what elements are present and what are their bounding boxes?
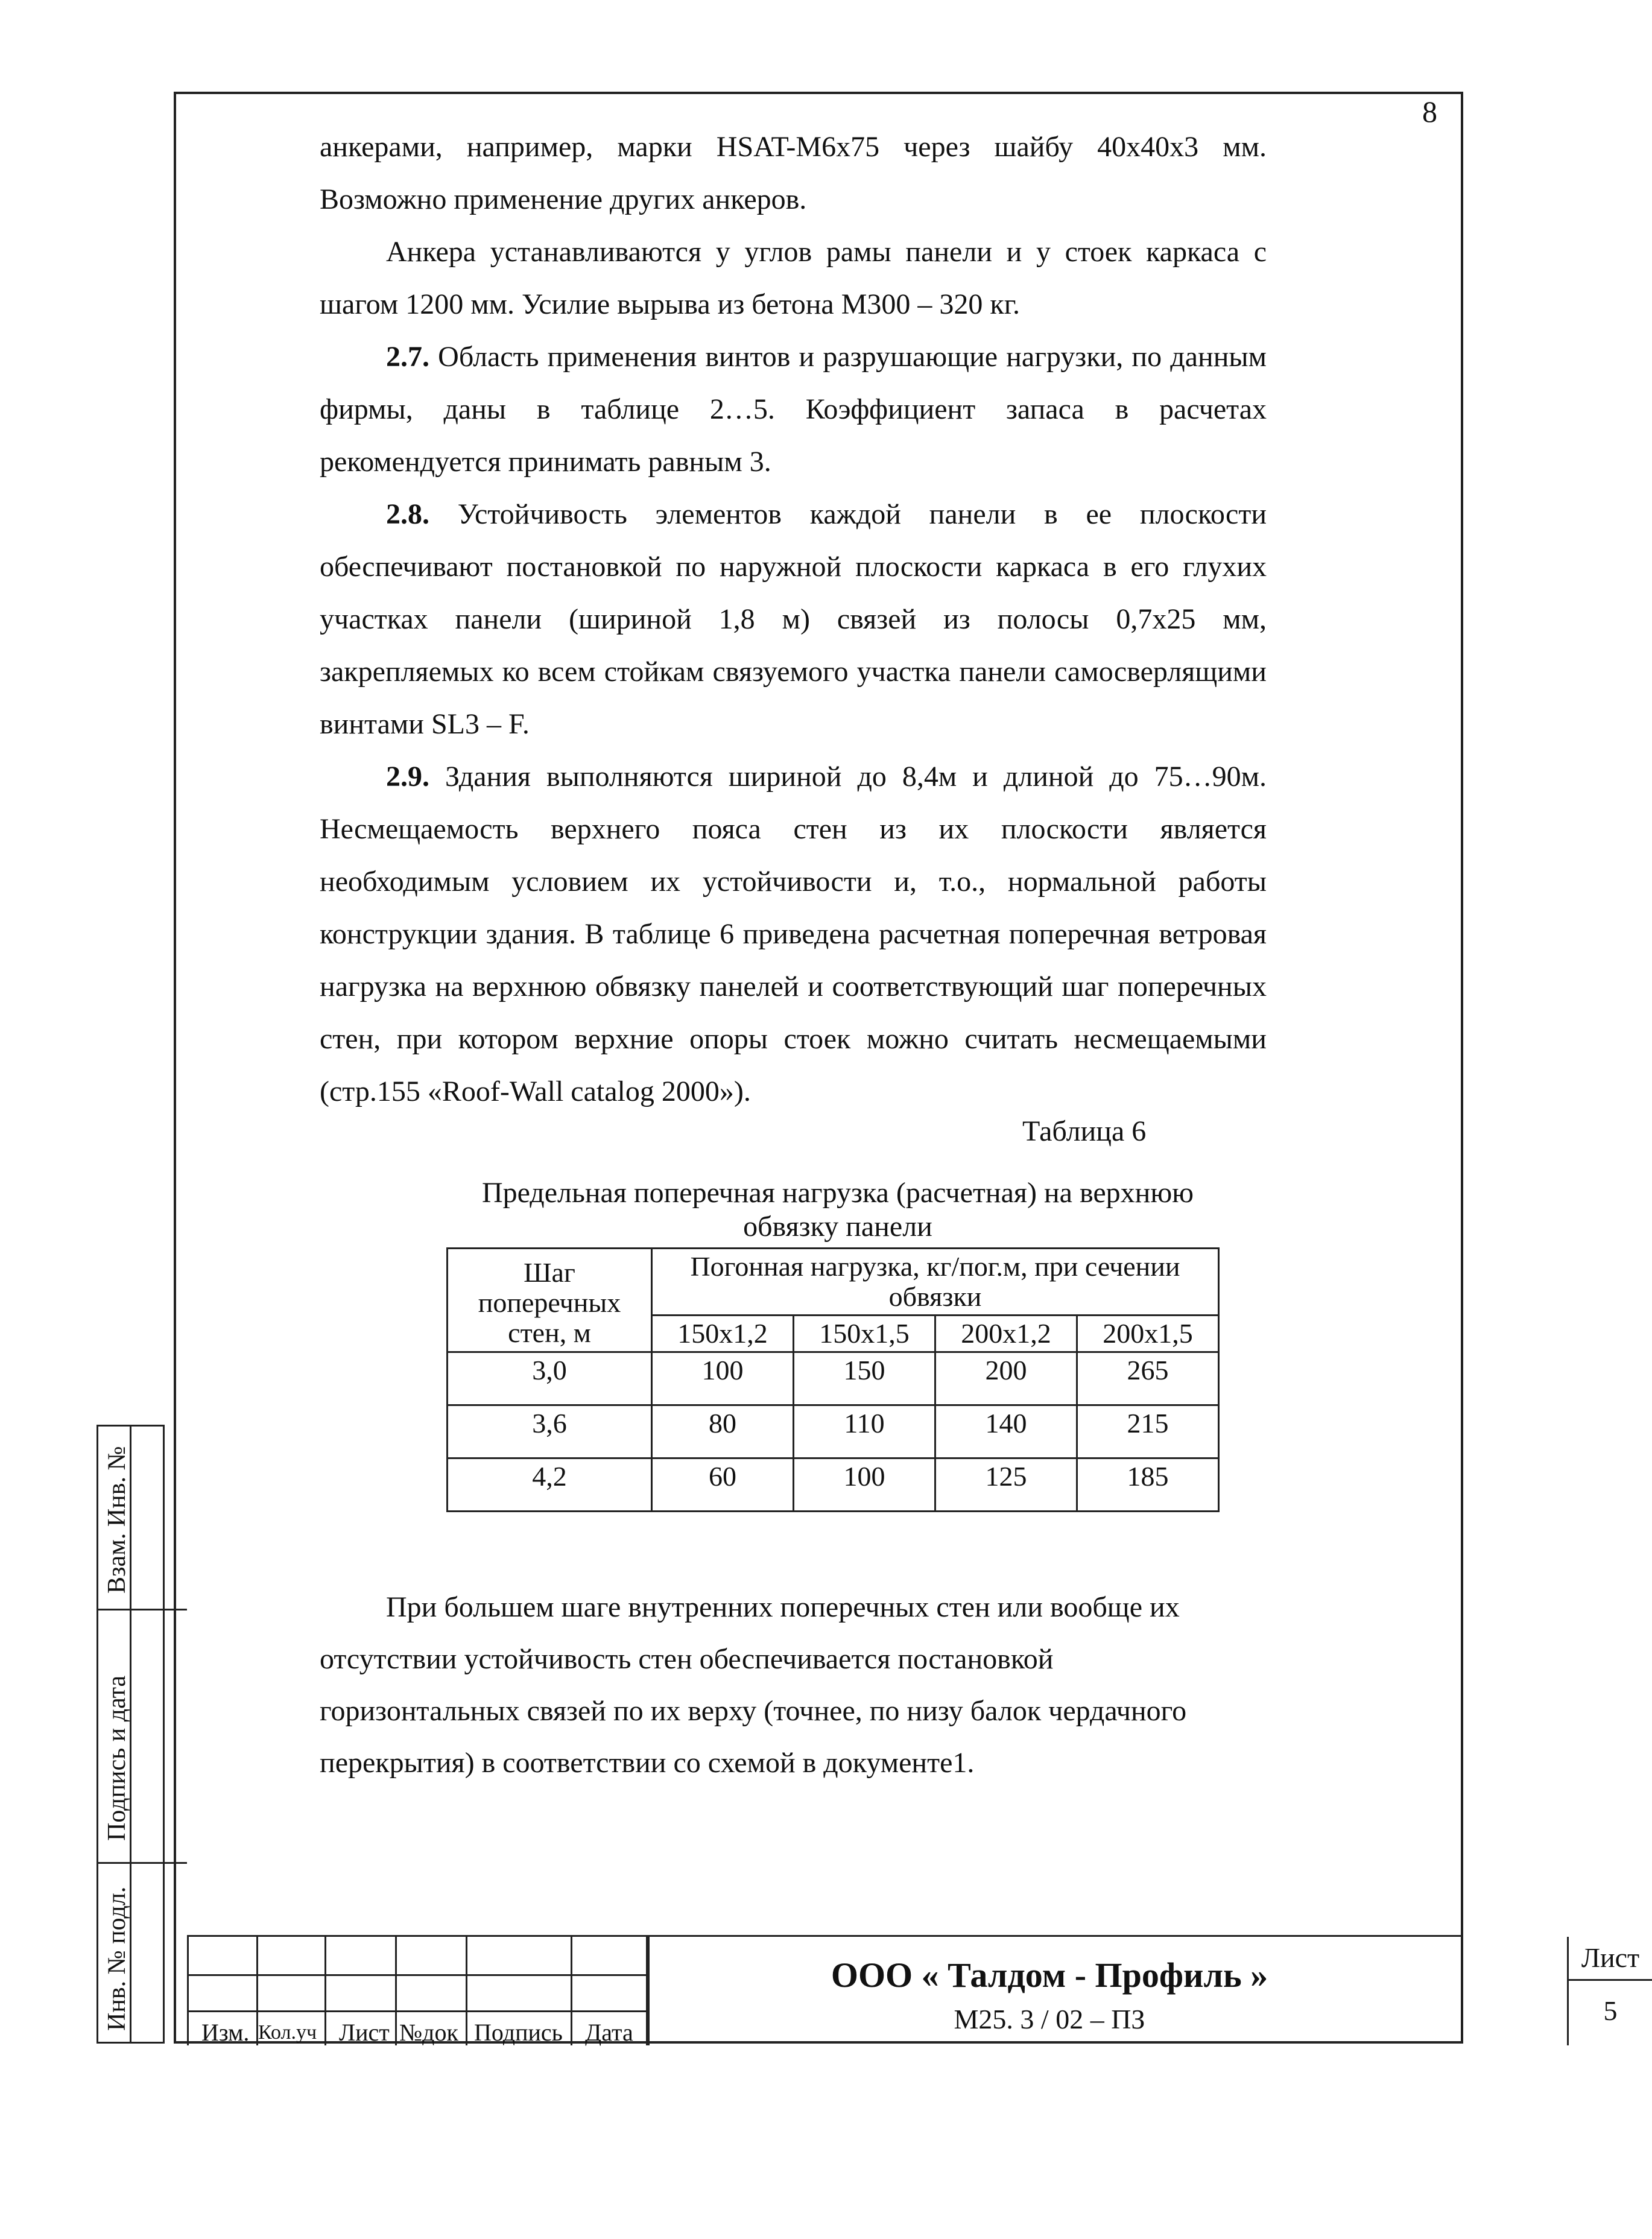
- page-number: 8: [1422, 95, 1437, 128]
- paragraph-2-7: [320, 331, 1267, 488]
- side-divider: [97, 1609, 187, 1610]
- paragraph-2-9-text: Здания выполняются шириной до 8,4м и длиной до 75…90м. Несмещаемость верхнего пояса стен из их плоскости является необходимым условием их устойчивости и, т.о., нормальной работы конструкции здания. В таблице 6 приведена расчетная поперечная ветровая нагрузка на верхнюю обвязку панелей и соответствующий шаг поперечных стен, при котором верхние опоры стоек можно считать несмещаемыми (стр.155 «Roof-Wall catalog 2000»).: [320, 761, 1267, 1107]
- row-header-cell: Шаг поперечных стен, м: [448, 1249, 652, 1352]
- revision-grid: [187, 1937, 648, 2045]
- value-cell: 215: [1077, 1405, 1218, 1458]
- grid-line: [187, 1937, 189, 2045]
- value-cell: 185: [1077, 1458, 1218, 1512]
- paragraph-2-8: [320, 488, 1267, 750]
- sheet-number: 5: [1603, 1995, 1618, 2026]
- column-header: 150x1,2: [652, 1316, 794, 1352]
- sheet-box: [1567, 1937, 1652, 2045]
- grid-line: [187, 2010, 648, 2012]
- main-text: [320, 121, 1267, 1118]
- paragraph-2-8-text: Устойчивость элементов каждой панели в ее плоскости обеспечивают постановкой по наружной плоскости каркаса в его глухих участках панели (шириной 1,8 м) связей из полосы 0,7x25 мм, закрепляемых ко всем стойкам связуемого участка панели самосверлящими винтами SL3 – F.: [320, 498, 1267, 740]
- load-table: [446, 1247, 1220, 1512]
- paragraph-2: Анкера устанавливаются у углов рамы панели и у стоек каркаса с шагом 1200 мм. Усилие вырыва из бетона М300 – 320 кг.: [320, 236, 1267, 320]
- value-cell: 265: [1077, 1352, 1218, 1405]
- header-doc-number: №док: [399, 2019, 458, 2046]
- signature-date-label: Подпись и дата: [103, 1675, 131, 1841]
- table-title: Предельная поперечная нагрузка (расчетная) на верхнюю обвязку панели: [481, 1177, 1194, 1243]
- value-cell: 200: [935, 1352, 1077, 1405]
- grid-line: [324, 1937, 326, 2045]
- header-change: Изм.: [201, 2019, 250, 2046]
- column-header: 200x1,2: [935, 1316, 1077, 1352]
- value-cell: 100: [793, 1458, 935, 1512]
- value-cell: 100: [652, 1352, 794, 1405]
- step-cell: 3,0: [448, 1352, 652, 1405]
- after-table-text: [320, 1582, 1261, 1789]
- grid-line: [395, 1937, 397, 2045]
- value-cell: 140: [935, 1405, 1077, 1458]
- document-code: М25. 3 / 02 – ПЗ: [954, 2004, 1145, 2035]
- header-signature: Подпись: [474, 2019, 563, 2046]
- paragraph-2-9: [320, 750, 1267, 1118]
- paragraph-1: анкерами, например, марки HSAT-M6x75 через шайбу 40x40x3 мм. Возможно применение других анкеров.: [320, 131, 1267, 215]
- section-number-2-7: 2.7.: [386, 341, 429, 373]
- header-date: Дата: [585, 2019, 633, 2046]
- value-cell: 150: [793, 1352, 935, 1405]
- organization-name: ООО « Талдом - Профиль »: [831, 1956, 1268, 1995]
- replacement-inventory-label: Взам. Инв. №: [103, 1446, 131, 1594]
- side-stamp: [97, 1425, 187, 2044]
- header-sheet: Лист: [339, 2019, 390, 2046]
- step-cell: 4,2: [448, 1458, 652, 1512]
- column-header: 200x1,5: [1077, 1316, 1218, 1352]
- column-header: 150x1,5: [793, 1316, 935, 1352]
- value-cell: 110: [793, 1405, 935, 1458]
- grid-line: [466, 1937, 467, 2045]
- after-table-paragraph: При большем шаге внутренних поперечных стен или вообще их отсутствии устойчивость стен обеспечивается постановкой горизонтальных связей по их верху (точнее, по низу балок чердачного перекрытия) в соответствии со схемой в документе1.: [320, 1591, 1187, 1779]
- paragraph-2-7-text: Область применения винтов и разрушающие нагрузки, по данным фирмы, даны в таблице 2…5. Коэффициент запаса в расчетах рекомендуется принимать равным 3.: [320, 341, 1267, 478]
- section-number-2-8: 2.8.: [386, 498, 429, 530]
- grid-line: [187, 1974, 648, 1976]
- grid-line: [571, 1937, 572, 2045]
- title-block: [187, 1935, 1640, 2046]
- sheet-divider: [1569, 1979, 1652, 1981]
- table-header-row-1: [448, 1249, 1219, 1316]
- section-number-2-9: 2.9.: [386, 761, 429, 793]
- table-caption: Таблица 6: [1022, 1115, 1147, 1147]
- step-cell: 3,6: [448, 1405, 652, 1458]
- group-header-cell: Погонная нагрузка, кг/пог.м, при сечении обвязки: [652, 1249, 1219, 1316]
- value-cell: 60: [652, 1458, 794, 1512]
- side-divider: [97, 1862, 187, 1864]
- side-stamp-col-2: [130, 1425, 165, 2044]
- table-row: [448, 1352, 1219, 1405]
- sheet-label: Лист: [1581, 1942, 1640, 1973]
- value-cell: 80: [652, 1405, 794, 1458]
- table-row: [448, 1405, 1219, 1458]
- inventory-original-label: Инв. № подл.: [103, 1886, 131, 2031]
- value-cell: 125: [935, 1458, 1077, 1512]
- header-count: Кол.уч: [258, 2021, 317, 2044]
- table-row: [448, 1458, 1219, 1512]
